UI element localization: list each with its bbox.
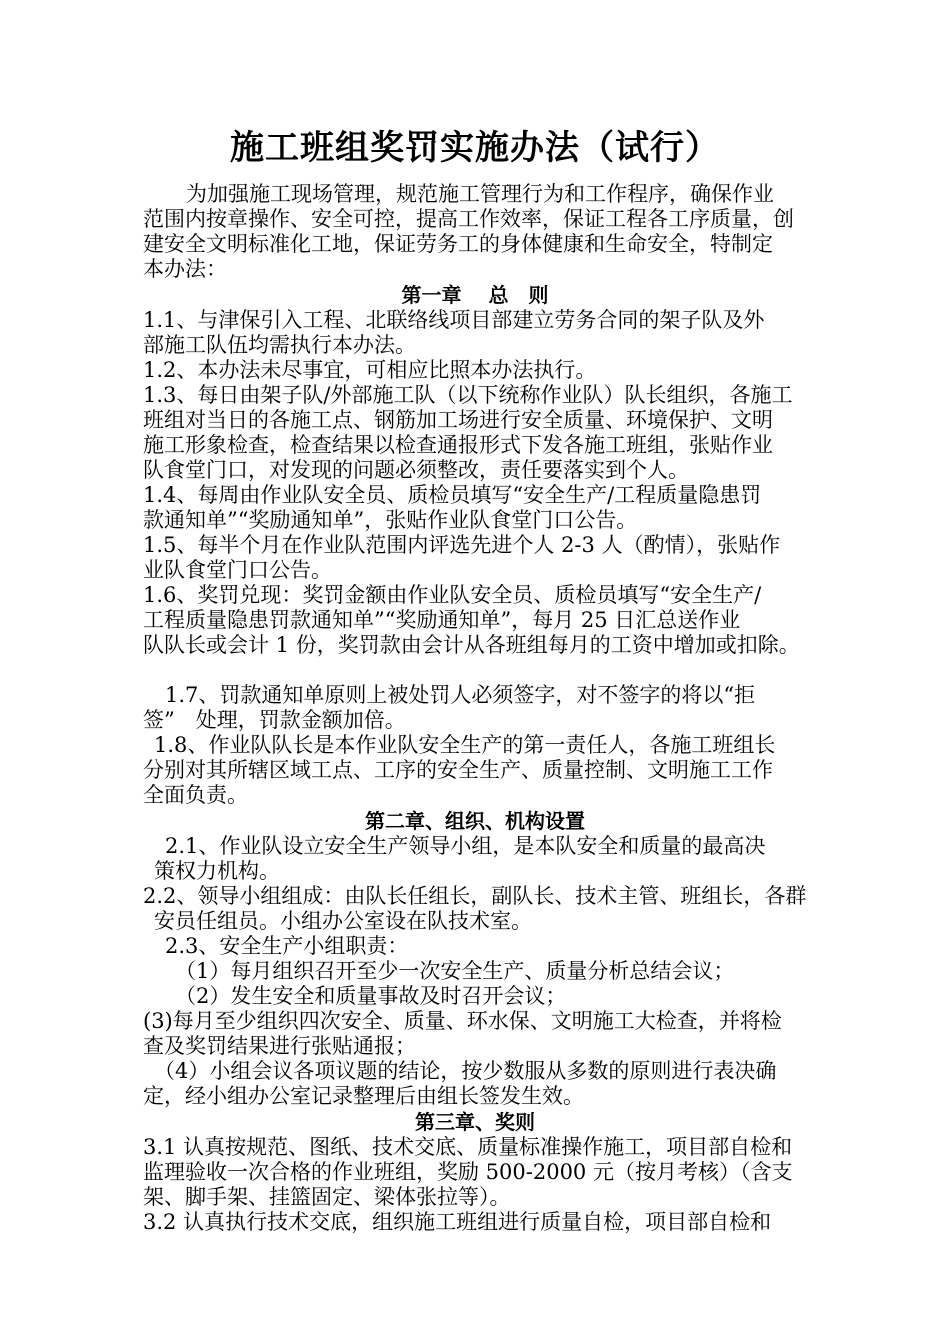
chapter2-line: 查及奖罚结果进行张贴通报； xyxy=(143,1034,416,1058)
chapter1-line: 工程质量隐患罚款通知单”“奖励通知单”，每月 25 日汇总送作业 xyxy=(143,608,741,632)
chapter1-line: 全面负责。 xyxy=(143,783,248,807)
chapter2-line: （1）每月组织召开至少一次安全生产、质量分析总结会议； xyxy=(175,959,735,983)
chapter1-line: 队食堂门口，对发现的问题必须整改，责任要落实到个人。 xyxy=(143,458,689,482)
chapter1-line: 1.2、本办法未尽事宜，可相应比照本办法执行。 xyxy=(143,358,597,382)
chapter1-line: 分别对其所辖区域工点、工序的安全生产、质量控制、文明施工工作 xyxy=(143,758,773,782)
document-title: 施工班组奖罚实施办法（试行） xyxy=(230,128,720,168)
chapter1-line: 业队食堂门口公告。 xyxy=(143,558,332,582)
chapter1-line: 1.3、每日由架子队/外部施工队（以下统称作业队）队长组织，各施工 xyxy=(143,383,793,407)
chapter1-line: 1.6、奖罚兑现：奖罚金额由作业队安全员、质检员填写“安全生产/ xyxy=(143,583,762,607)
chapter2-line: （2）发生安全和质量事故及时召开会议； xyxy=(175,984,567,1008)
chapter2-heading: 第二章、组织、机构设置 xyxy=(365,809,585,833)
chapter1-line: 1.4、每周由作业队安全员、质检员填写“安全生产/工程质量隐患罚 xyxy=(143,483,762,507)
chapter1-line: 施工形象检查，检查结果以检查通报形式下发各施工班组，张贴作业 xyxy=(143,433,773,457)
chapter1-line: 1.7、罚款通知单原则上被处罚人必须签字，对不签字的将以“拒 xyxy=(165,683,756,707)
chapter1-line: 队队长或会计 1 份，奖罚款由会计从各班组每月的工资中增加或扣除。 xyxy=(143,633,800,657)
intro-line: 为加强施工现场管理，规范施工管理行为和工作程序，确保作业 xyxy=(186,182,774,206)
chapter1-line: 1.1、与津保引入工程、北联络线项目部建立劳务合同的架子队及外 xyxy=(143,308,765,332)
chapter2-line: 策权力机构。 xyxy=(154,859,280,883)
chapter2-line: 定，经小组办公室记录整理后由组长签发生效。 xyxy=(143,1084,584,1108)
intro-line: 本办法： xyxy=(143,257,227,281)
chapter2-line: 2.2、领导小组组成：由队长任组长，副队长、技术主管、班组长，各群 xyxy=(143,884,807,908)
chapter2-line: (3)每月至少组织四次安全、质量、环水保、文明施工大检查，并将检 xyxy=(143,1009,782,1033)
chapter1-line: 签” 处理，罚款金额加倍。 xyxy=(143,708,406,732)
chapter3-heading: 第三章、奖则 xyxy=(415,1110,535,1134)
chapter2-line: 安员任组员。小组办公室设在队技术室。 xyxy=(154,909,532,933)
chapter1-line: 款通知单”“奖励通知单”，张贴作业队食堂门口公告。 xyxy=(143,508,638,532)
intro-line: 建安全文明标准化工地，保证劳务工的身体健康和生命安全，特制定 xyxy=(143,232,773,256)
chapter2-line: 2.1、作业队设立安全生产领导小组，是本队安全和质量的最高决 xyxy=(165,834,766,858)
chapter1-line: 1.5、每半个月在作业队范围内评选先进个人 2-3 人（酌情），张贴作 xyxy=(143,533,781,557)
chapter3-line: 3.1 认真按规范、图纸、技术交底、质量标准操作施工，项目部自检和 xyxy=(143,1135,793,1159)
chapter3-line: 架、脚手架、挂篮固定、梁体张拉等）。 xyxy=(143,1185,511,1209)
chapter1-line: 班组对当日的各施工点、钢筋加工场进行安全质量、环境保护、文明 xyxy=(143,408,773,432)
chapter1-line: 部施工队伍均需执行本办法。 xyxy=(143,333,416,357)
chapter2-line: 2.3、安全生产小组职责： xyxy=(165,934,409,958)
chapter2-line: （4）小组会议各项议题的结论，按少数服从多数的原则进行表决确 xyxy=(154,1059,777,1083)
chapter1-heading: 第一章 总 则 xyxy=(401,283,549,307)
chapter3-line: 监理验收一次合格的作业班组，奖励 500-2000 元（按月考核）（含支 xyxy=(143,1160,793,1184)
chapter3-line: 3.2 认真执行技术交底，组织施工班组进行质量自检，项目部自检和 xyxy=(143,1210,772,1234)
chapter1-line: 1.8、作业队队长是本作业队安全生产的第一责任人，各施工班组长 xyxy=(154,733,776,757)
intro-line: 范围内按章操作、安全可控，提高工作效率，保证工程各工序质量，创 xyxy=(143,207,794,231)
